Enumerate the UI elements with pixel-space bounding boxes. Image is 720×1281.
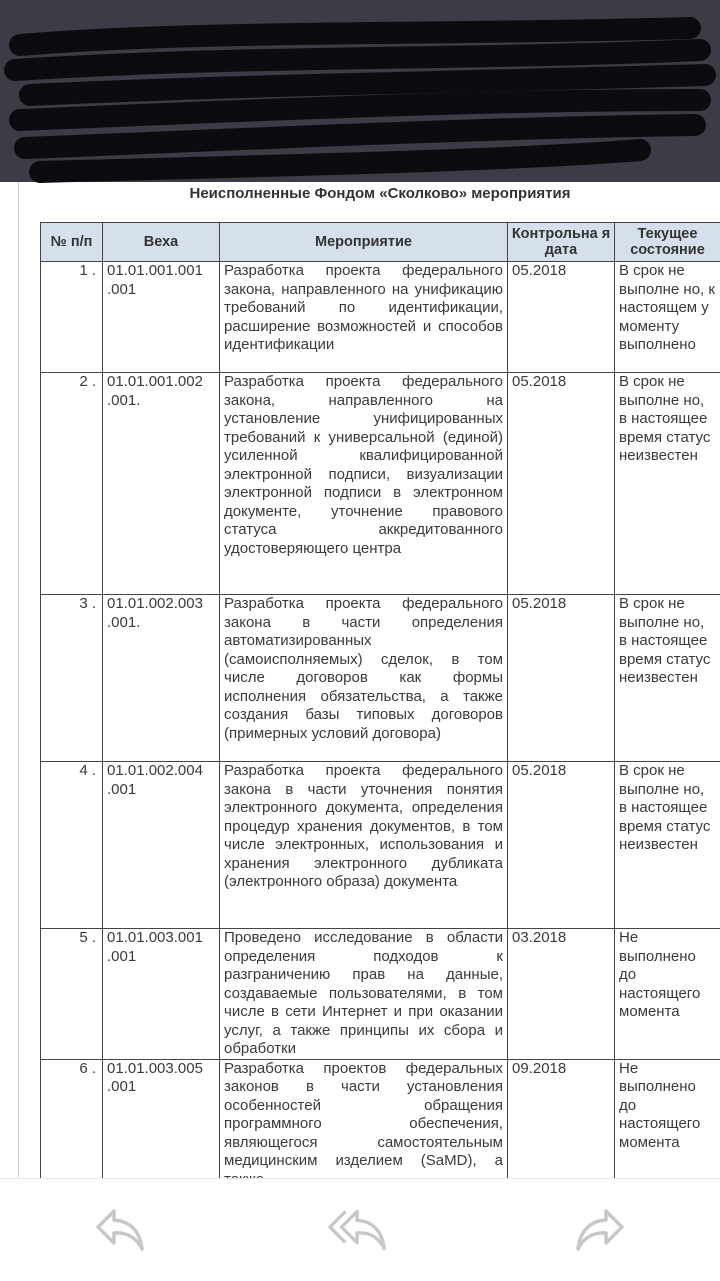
row-status: В срок не выполне но, в настоящее время статус неизвестен [615, 595, 720, 762]
row-number: 3 . [41, 595, 103, 762]
row-date: 03.2018 [508, 929, 615, 1060]
row-event: Разработка проекта федерального закона в части определения автоматизированных (самоисполняемых) сделок, в том числе договоров как формы исполнения обязательства, а также создания базы типовых договоров (примерных условий договора) [220, 595, 508, 762]
header-control-date: Контрольна я дата [508, 223, 615, 262]
row-date: 09.2018 [508, 1059, 615, 1190]
row-date: 05.2018 [508, 262, 615, 373]
table-row [41, 373, 720, 595]
header-event: Мероприятие [220, 223, 508, 262]
row-milestone: 01.01.003.001 .001 [103, 929, 220, 1060]
table-row [41, 929, 720, 1060]
table-row [41, 262, 720, 373]
header-number: № п/п [41, 223, 103, 262]
row-event: Разработка проекта федерального закона, направленного на унификацию требований по идентификации, расширение возможностей и способов идентификации [220, 262, 508, 373]
row-status: Не выполнено до настоящего момента [615, 1059, 720, 1190]
row-number: 6 . [41, 1059, 103, 1190]
row-event: Разработка проектов федеральных законов в части установления особенностей обращения программного обеспечения, являющегося самостоятельным медицинским изделием (SaMD), а [220, 1059, 508, 1190]
row-number: 1 . [41, 262, 103, 373]
forward-button[interactable] [570, 1200, 630, 1260]
row-milestone: 01.01.002.004 .001 [103, 762, 220, 929]
header-current-status: Текущее состояние [615, 223, 720, 262]
forward-icon [574, 1207, 626, 1253]
row-milestone: 01.01.003.005 .001 [103, 1059, 220, 1190]
header-milestone: Веха [103, 223, 220, 262]
events-table [40, 222, 720, 1190]
reply-button[interactable] [90, 1200, 150, 1260]
row-date: 05.2018 [508, 762, 615, 929]
row-event: Проведено исследование в области определения подходов к разграничению прав на данные, создаваемые пользователями, в том числе в сети Интернет и при оказании услуг, а также принципы их сбора и обработки [220, 929, 508, 1060]
row-event: Разработка проекта федерального закона, направленного на установление унифицированных требований к универсальной (единой) усиленной квалифицированной электронной подписи, визуализации электронной подписи в электронном документе, уточнение правового статуса аккредитованного удостоверяющего центра [220, 373, 508, 595]
row-event: Разработка проекта федерального закона в части уточнения понятия электронного документа, определения процедур хранения документов, в том числе электронных, использования и хранения электронного дубликата (электронного образа) документа [220, 762, 508, 929]
table-row [41, 1059, 720, 1190]
reply-all-button[interactable] [328, 1200, 388, 1260]
redaction-scribble [0, 0, 720, 200]
row-milestone: 01.01.002.003 .001. [103, 595, 220, 762]
row-number: 4 . [41, 762, 103, 929]
table-header-row [41, 223, 720, 262]
document-title: Неисполненные Фондом «Сколково» мероприятия [0, 185, 720, 202]
page-edge [18, 182, 19, 1177]
reply-icon [94, 1207, 146, 1253]
reply-all-icon [328, 1207, 388, 1253]
row-number: 2 . [41, 373, 103, 595]
row-date: 05.2018 [508, 595, 615, 762]
row-date: 05.2018 [508, 373, 615, 595]
table-row [41, 762, 720, 929]
row-status: В срок не выполне но, в настоящее время статус неизвестен [615, 762, 720, 929]
row-status: Не выполнено до настоящего момента [615, 929, 720, 1060]
row-milestone: 01.01.001.002 .001. [103, 373, 220, 595]
table-row [41, 595, 720, 762]
row-status: В срок не выполне но, к настоящем у моменту выполнено [615, 262, 720, 373]
row-number: 5 . [41, 929, 103, 1060]
row-milestone: 01.01.001.001 .001 [103, 262, 220, 373]
row-status: В срок не выполне но, в настоящее время статус неизвестен [615, 373, 720, 595]
